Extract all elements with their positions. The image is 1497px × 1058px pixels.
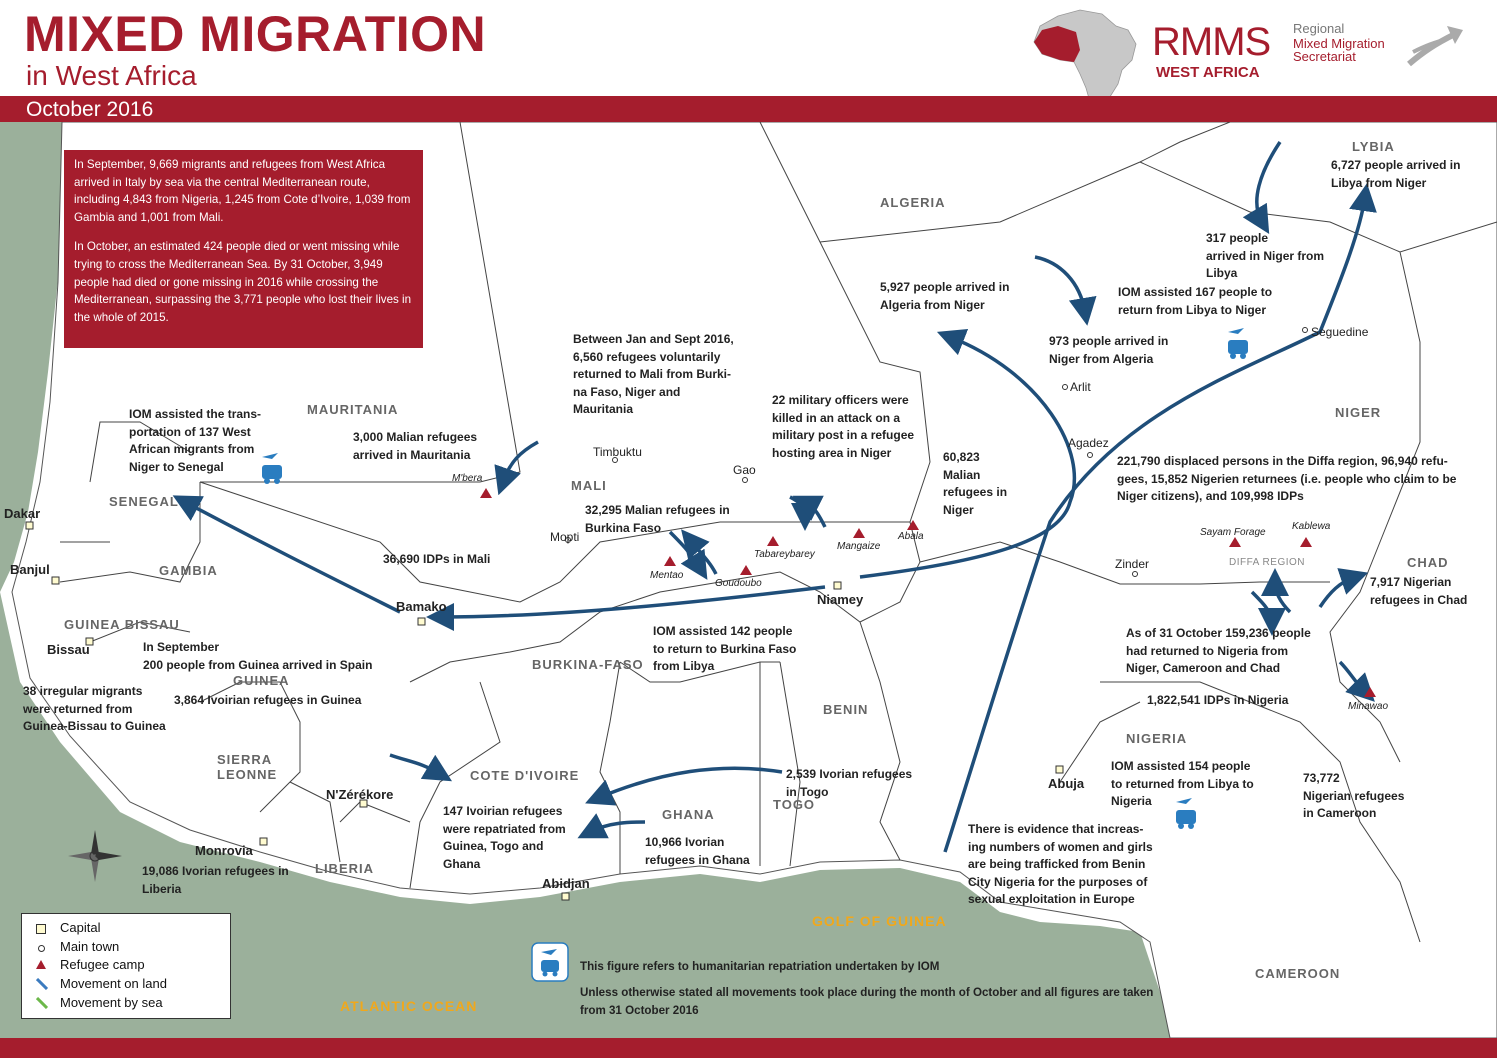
country-benin: BENIN (823, 702, 869, 717)
note-algeria-from-niger: 5,927 people arrived in Algeria from Niger (880, 280, 1010, 312)
country-chad: CHAD (1407, 555, 1449, 570)
city-bamako: Bamako (396, 599, 447, 614)
note-mali-idps: 36,690 IDPs in Mali (383, 552, 491, 566)
note-bf-malians: 32,295 Malian refugees in Burkina Faso (585, 503, 730, 535)
label-gulf-of-guinea: GOLF OF GUINEA (812, 913, 947, 929)
camp-mentao: Mentao (650, 570, 684, 581)
note-nigeria-returns: As of 31 October 159,236 people had returned to Nigeria from Niger, Cameroon and Chad (1126, 626, 1311, 675)
iom-legend-icon (531, 942, 569, 982)
page-title: MIXED MIGRATION (24, 6, 487, 62)
note-niger-from-algeria: 973 people arrived in Niger from Algeria (1049, 334, 1169, 366)
country-libya: LYBIA (1352, 139, 1395, 154)
country-gambia: GAMBIA (159, 563, 218, 578)
camp-triangle-icon (36, 960, 46, 969)
country-cameroon: CAMEROON (1255, 966, 1341, 981)
country-nigeria: NIGERIA (1126, 731, 1188, 746)
note-ghana-ivorian: 10,966 Ivorian refugees in Ghana (645, 835, 750, 867)
city-banjul: Banjul (10, 562, 50, 577)
report-date: October 2016 (26, 98, 154, 121)
rmms-logo: RMMS (1152, 20, 1271, 64)
note-chad-refugees: 7,917 Nigerian refugees in Chad (1370, 575, 1468, 607)
footer-bar (0, 1038, 1497, 1058)
legend-refugee-camp-label: Refugee camp (60, 957, 145, 972)
city-monrovia: Monrovia (195, 843, 253, 858)
town-mopti: Mopti (550, 530, 580, 544)
logo-region: WEST AFRICA (1156, 64, 1260, 81)
country-guinea: GUINEA (233, 673, 290, 688)
region-diffa: DIFFA REGION (1229, 557, 1306, 568)
city-dakar: Dakar (4, 506, 41, 521)
town-agadez: Agadez (1068, 436, 1109, 450)
logo-line3: Secretariat (1293, 49, 1356, 64)
sea-arrow-icon (36, 997, 48, 1009)
note-iom-senegal: IOM assisted the trans- portation of 137 West African migrants from Niger to Senegal (129, 407, 262, 474)
city-abuja: Abuja (1048, 776, 1085, 791)
country-niger: NIGER (1335, 405, 1382, 420)
camp-kablewa: Kablewa (1292, 521, 1331, 532)
note-togo-ivorian: 2,539 Ivorian refugees in Togo (786, 767, 913, 799)
note-iom-libya-niger: IOM assisted 167 people to return from Libya to Niger (1118, 285, 1273, 317)
country-senegal: SENEGAL (109, 494, 179, 509)
town-arlit: Arlit (1070, 380, 1091, 394)
note-nigeria-idps: 1,822,541 IDPs in Nigeria (1147, 693, 1289, 707)
note-repatriated: 147 Ivoirian refugees were repatriated from Guinea, Togo and Ghana (443, 804, 566, 871)
note-libya-arrivals: 6,727 people arrived in Libya from Niger (1331, 158, 1461, 190)
page-subtitle: in West Africa (26, 60, 197, 91)
iom-repatriation-icon (258, 449, 286, 487)
legend-land-label: Movement on land (60, 976, 167, 991)
logo-line2: Mixed Migration (1293, 36, 1385, 51)
country-cote-divoire: COTE D'IVOIRE (470, 768, 580, 783)
iom-repatriation-icon (1172, 794, 1200, 832)
capital-square-icon (36, 924, 46, 934)
country-sierra-leone: SIERRA LEONNE (217, 752, 278, 782)
note-guinea-spain: In September 200 people from Guinea arrived in Spain (143, 640, 373, 672)
camp-goudoubo: Goudoubo (715, 578, 762, 589)
city-nzerekore: N'Zérékore (326, 787, 394, 802)
info-para-1: In September, 9,669 migrants and refugees from West Africa arrived in Italy by sea via the central Mediterranean route, including 4,843 from Nigeria, 1,245 from Cote d’Ivoire, 1,039 from Gambia and 1,001 from Mali. (74, 158, 411, 224)
note-niger-from-libya: 317 people arrived in Niger from Libya (1206, 231, 1325, 280)
note-diffa: 221,790 displaced persons in the Diffa region, 96,940 refu- gees, 15,852 Nigerien returnees (i.e. people who claim to be Niger citizens), and 109,998 IDPs (1117, 454, 1457, 503)
town-timbuktu: Timbuktu (593, 445, 642, 459)
note-officers-killed: 22 military officers were killed in an attack on a military post in a refugee hosting area in Niger (772, 393, 915, 460)
note-mauritania-refugees: 3,000 Malian refugees arrived in Mauritania (353, 430, 478, 462)
city-niamey: Niamey (817, 592, 864, 607)
country-guinea-bissau: GUINEA BISSAU (64, 617, 180, 632)
iom-repatriation-icon (1224, 324, 1252, 362)
note-trafficking: There is evidence that increas- ing numbers of women and girls are being trafficked from Benin City Nigeria for the purposes of sexual exploitation in Europe (968, 822, 1153, 906)
town-circle-icon (38, 945, 45, 952)
rmms-arrow-icon (1405, 22, 1467, 70)
country-ghana: GHANA (662, 807, 715, 822)
note-iom-nigeria: IOM assisted 154 people to returned from Libya to Nigeria (1111, 759, 1254, 808)
camp-mangaize: Mangaize (837, 541, 881, 552)
town-gao: Gao (733, 463, 756, 477)
legend-main-town-label: Main town (60, 939, 120, 954)
town-seguedine: Seguedine (1311, 325, 1369, 339)
city-bissau: Bissau (47, 642, 90, 657)
camp-abala: Abala (898, 531, 924, 542)
label-atlantic-ocean: ATLANTIC OCEAN (340, 998, 478, 1014)
legend-sea-label: Movement by sea (60, 995, 163, 1010)
country-algeria: ALGERIA (880, 195, 946, 210)
country-burkina-faso: BURKINA-FASO (532, 657, 644, 672)
info-para-2: In October, an estimated 424 people died or went missing while trying to cross the Mediterranean Sea. By 31 October, 3,949 people had died or gone missing in 2016 while crossing the Mediterranean, surpassing the 3,771 people who lost their lives in the whole of 2015. (74, 240, 412, 324)
country-mali: MALI (571, 478, 607, 493)
note-mali-returns: Between Jan and Sept 2016, 6,560 refugees voluntarily returned to Mali from Burki- na Faso, Niger and Mauritania (573, 332, 734, 416)
camp-mbera: M'bera (452, 473, 483, 484)
land-arrow-icon (36, 978, 48, 990)
logo-line1: Regional (1293, 21, 1345, 36)
note-guinea-ivorian: 3,864 Ivoirian refugees in Guinea (174, 693, 362, 707)
info-box (64, 150, 423, 348)
town-zinder: Zinder (1115, 557, 1150, 571)
footnote-note: Unless otherwise stated all movements took place during the month of October and all figures are taken from 31 October 2016 (580, 986, 1154, 1017)
note-irregular-migrants: 38 irregular migrants were returned from Guinea-Bissau to Guinea (23, 684, 166, 733)
country-liberia: LIBERIA (315, 861, 374, 876)
date-bar (0, 96, 1497, 122)
compass-rose-icon (60, 826, 130, 886)
country-mauritania: MAURITANIA (307, 402, 399, 417)
note-iom-bf: IOM assisted 142 people to return to Burkina Faso from Libya (653, 624, 797, 673)
footnote-iom: This figure refers to humanitarian repatriation undertaken by IOM (580, 960, 940, 973)
country-togo: TOGO (773, 797, 816, 812)
note-cameroon-refugees: 73,772 Nigerian refugees in Cameroon (1303, 771, 1405, 820)
camp-tabareybarey: Tabareybarey (754, 549, 815, 560)
map-legend (21, 913, 231, 1019)
city-abidjan: Abidjan (542, 876, 590, 891)
camp-minawao: Minawao (1348, 701, 1389, 712)
camp-sayam: Sayam Forage (1200, 527, 1266, 538)
note-liberia-ivorian: 19,086 Ivorian refugees in Liberia (142, 864, 289, 896)
legend-capital-label: Capital (60, 920, 101, 935)
note-niger-malians: 60,823 Malian refugees in Niger (943, 450, 1008, 517)
